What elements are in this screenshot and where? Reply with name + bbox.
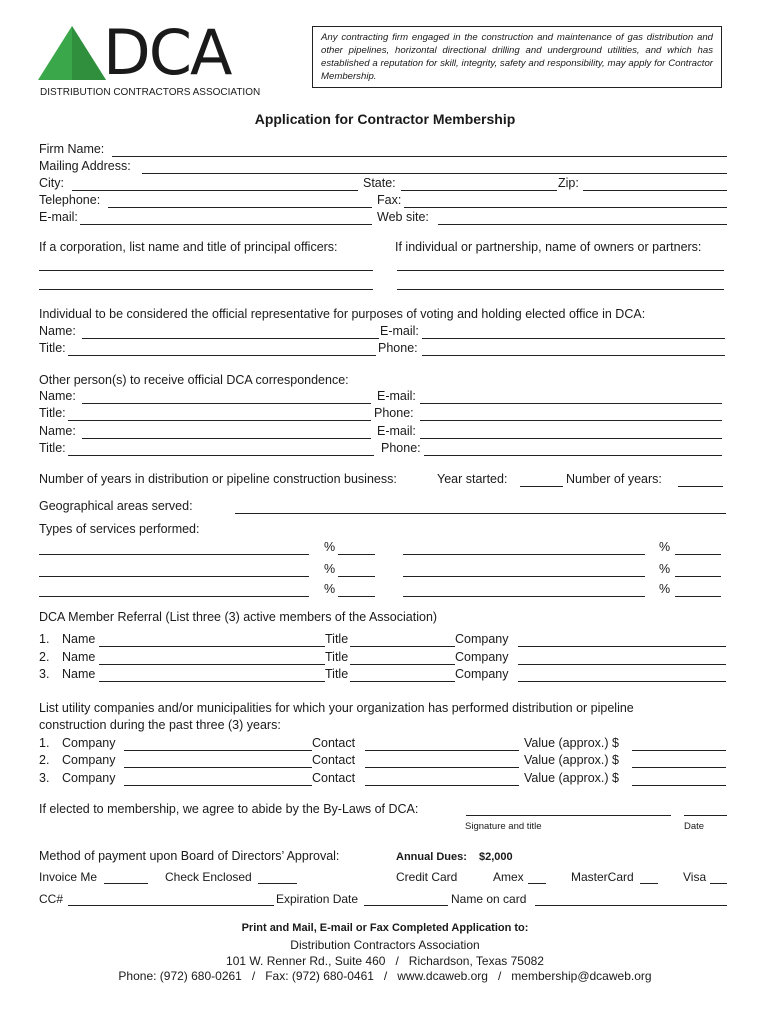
- telephone-label: Telephone:: [39, 193, 101, 207]
- utility-2-value-field[interactable]: [632, 767, 726, 768]
- page-title: Application for Contractor Membership: [254, 111, 516, 127]
- years-in-business-label: Number of years in distribution or pipeline construction business:: [39, 472, 397, 486]
- corr2-email-label: E-mail:: [377, 424, 416, 438]
- utility-2-contact-field[interactable]: [365, 767, 519, 768]
- city-label: City:: [39, 176, 64, 190]
- referral-1-name-field[interactable]: [99, 646, 325, 647]
- corr1-phone-label: Phone:: [374, 406, 414, 420]
- percent-field-2b[interactable]: [675, 576, 721, 577]
- geo-areas-field[interactable]: [235, 513, 726, 514]
- utility-3-value-label: Value (approx.) $: [524, 771, 619, 785]
- name-on-card-label: Name on card: [451, 892, 527, 906]
- email-field[interactable]: [80, 224, 372, 225]
- referral-2-number: 2.: [39, 650, 50, 664]
- amex-field[interactable]: [528, 883, 546, 884]
- membership-intro: Any contracting firm engaged in the construction and maintenance of gas distribution and other pipelines, horizontal directional drilling and underground utilities, and which has established a reputation for skill, integrity, safety and responsibility, may apply for Contractor Membership.: [312, 26, 722, 88]
- referral-3-company-label: Company: [455, 667, 509, 681]
- individual-owners-label: If individual or partnership, name of owners or partners:: [395, 240, 702, 254]
- percent-1b: %: [659, 540, 671, 554]
- utility-1-company-label: Company: [62, 736, 116, 750]
- service-line-1b[interactable]: [403, 554, 645, 555]
- utility-3-company-label: Company: [62, 771, 116, 785]
- referral-3-name-field[interactable]: [99, 681, 325, 682]
- referral-1-number: 1.: [39, 632, 50, 646]
- percent-field-3b[interactable]: [675, 596, 721, 597]
- payment-method-label: Method of payment upon Board of Directors’ Approval:: [39, 849, 340, 863]
- utility-3-contact-field[interactable]: [365, 785, 519, 786]
- footer-address: 101 W. Renner Rd., Suite 460 / Richardson, Texas 75082: [226, 954, 544, 968]
- percent-field-2a[interactable]: [338, 576, 375, 577]
- logo-letters: DCA: [103, 16, 231, 89]
- visa-label: Visa: [683, 870, 707, 884]
- percent-3a: %: [324, 582, 336, 596]
- footer-contact: Phone: (972) 680-0261 / Fax: (972) 680-0461 / www.dcaweb.org / membership@dcaweb.org: [118, 969, 652, 983]
- corr1-title-field[interactable]: [68, 420, 371, 421]
- referral-1-title-label: Title: [325, 632, 349, 646]
- officer-line-2[interactable]: [39, 289, 373, 290]
- corr1-title-label: Title:: [39, 406, 66, 420]
- expiration-field[interactable]: [364, 905, 448, 906]
- utility-2-value-label: Value (approx.) $: [524, 753, 619, 767]
- corr1-name-field[interactable]: [82, 403, 371, 404]
- referral-3-company-field[interactable]: [518, 681, 726, 682]
- referral-heading: DCA Member Referral (List three (3) active members of the Association): [39, 610, 438, 624]
- utility-3-company-field[interactable]: [124, 785, 312, 786]
- signature-field[interactable]: [466, 815, 671, 816]
- utility-1-contact-label: Contact: [312, 736, 356, 750]
- corr1-email-label: E-mail:: [377, 389, 416, 403]
- year-started-field[interactable]: [520, 486, 563, 487]
- owner-line-2[interactable]: [397, 289, 724, 290]
- invoice-me-label: Invoice Me: [39, 870, 98, 884]
- telephone-field[interactable]: [108, 207, 372, 208]
- number-of-years-label: Number of years:: [566, 472, 662, 486]
- rep-email-field[interactable]: [422, 338, 725, 339]
- rep-title-label: Title:: [39, 341, 66, 355]
- mailing-address-field[interactable]: [142, 173, 727, 174]
- utility-1-number: 1.: [39, 736, 50, 750]
- triangle-logo-icon: [38, 26, 106, 80]
- percent-1a: %: [324, 540, 336, 554]
- utility-2-company-field[interactable]: [124, 767, 312, 768]
- referral-2-company-label: Company: [455, 650, 509, 664]
- corr1-name-label: Name:: [39, 389, 76, 403]
- corr1-phone-field[interactable]: [420, 420, 722, 421]
- service-line-3a[interactable]: [39, 596, 309, 597]
- corr2-title-label: Title:: [39, 441, 66, 455]
- firm-name-field[interactable]: [112, 156, 727, 157]
- check-enclosed-field[interactable]: [258, 883, 297, 884]
- annual-dues-label: Annual Dues:: [396, 851, 467, 863]
- service-line-2b[interactable]: [403, 576, 645, 577]
- mailing-address-label: Mailing Address:: [39, 159, 131, 173]
- utilities-heading-line1: List utility companies and/or municipalities for which your organization has performed distribution or pipeline: [39, 701, 634, 715]
- mastercard-field[interactable]: [640, 883, 658, 884]
- utility-1-value-field[interactable]: [632, 750, 726, 751]
- utility-1-company-field[interactable]: [124, 750, 312, 751]
- corr2-title-field[interactable]: [68, 455, 374, 456]
- percent-2b: %: [659, 562, 671, 576]
- referral-1-company-field[interactable]: [518, 646, 726, 647]
- referral-2-title-field[interactable]: [350, 664, 455, 665]
- annual-dues-value: $2,000: [479, 851, 513, 863]
- corr2-phone-field[interactable]: [424, 455, 722, 456]
- rep-email-label: E-mail:: [380, 324, 419, 338]
- representative-heading: Individual to be considered the official representative for purposes of voting and holding elected office in DCA:: [39, 307, 646, 321]
- state-field[interactable]: [401, 190, 557, 191]
- utility-1-value-label: Value (approx.) $: [524, 736, 619, 750]
- date-caption: Date: [684, 821, 705, 832]
- rep-name-field[interactable]: [82, 338, 379, 339]
- cc-number-label: CC#: [39, 892, 64, 906]
- referral-3-number: 3.: [39, 667, 50, 681]
- website-label: Web site:: [377, 210, 429, 224]
- referral-2-title-label: Title: [325, 650, 349, 664]
- referral-2-company-field[interactable]: [518, 664, 726, 665]
- corr2-name-field[interactable]: [82, 438, 371, 439]
- utility-2-company-label: Company: [62, 753, 116, 767]
- footer-heading: Print and Mail, E-mail or Fax Completed Application to:: [241, 922, 529, 934]
- corporation-officers-label: If a corporation, list name and title of principal officers:: [39, 240, 338, 254]
- referral-2-name-field[interactable]: [99, 664, 325, 665]
- rep-phone-field[interactable]: [422, 355, 725, 356]
- percent-field-1b[interactable]: [675, 554, 721, 555]
- utility-3-number: 3.: [39, 771, 50, 785]
- corr2-phone-label: Phone:: [381, 441, 421, 455]
- visa-field[interactable]: [710, 883, 727, 884]
- check-enclosed-label: Check Enclosed: [165, 870, 252, 884]
- percent-3b: %: [659, 582, 671, 596]
- rep-title-field[interactable]: [68, 355, 376, 356]
- fax-label: Fax:: [377, 193, 402, 207]
- footer-org: Distribution Contractors Association: [290, 938, 480, 952]
- website-field[interactable]: [438, 224, 727, 225]
- name-on-card-field[interactable]: [535, 905, 727, 906]
- date-field[interactable]: [684, 815, 727, 816]
- referral-3-title-label: Title: [325, 667, 349, 681]
- number-of-years-field[interactable]: [678, 486, 723, 487]
- year-started-label: Year started:: [437, 472, 508, 486]
- officer-line-1[interactable]: [39, 270, 373, 271]
- utilities-heading-line2: construction during the past three (3) years:: [39, 718, 281, 732]
- correspondence-heading: Other person(s) to receive official DCA correspondence:: [39, 373, 349, 387]
- logo-org-name: DISTRIBUTION CONTRACTORS ASSOCIATION: [40, 87, 261, 98]
- corr2-email-field[interactable]: [420, 438, 722, 439]
- utility-1-contact-field[interactable]: [365, 750, 519, 751]
- referral-2-name-label: Name: [62, 650, 96, 664]
- expiration-label: Expiration Date: [276, 892, 359, 906]
- referral-1-name-label: Name: [62, 632, 96, 646]
- bylaws-agreement-text: If elected to membership, we agree to abide by the By-Laws of DCA:: [39, 802, 419, 816]
- signature-caption: Signature and title: [465, 821, 542, 832]
- owner-line-1[interactable]: [397, 270, 724, 271]
- rep-name-label: Name:: [39, 324, 76, 338]
- services-label: Types of services performed:: [39, 522, 200, 536]
- firm-name-label: Firm Name:: [39, 142, 105, 156]
- credit-card-label: Credit Card: [396, 870, 458, 884]
- mastercard-label: MasterCard: [571, 870, 634, 884]
- geo-areas-label: Geographical areas served:: [39, 499, 193, 513]
- referral-3-title-field[interactable]: [350, 681, 455, 682]
- utility-3-contact-label: Contact: [312, 771, 356, 785]
- corr1-email-field[interactable]: [420, 403, 722, 404]
- service-line-2a[interactable]: [39, 576, 309, 577]
- amex-label: Amex: [493, 870, 524, 884]
- referral-1-title-field[interactable]: [350, 646, 455, 647]
- percent-2a: %: [324, 562, 336, 576]
- service-line-1a[interactable]: [39, 554, 309, 555]
- state-label: State:: [363, 176, 396, 190]
- percent-field-3a[interactable]: [338, 596, 375, 597]
- utility-2-contact-label: Contact: [312, 753, 356, 767]
- zip-field[interactable]: [583, 190, 727, 191]
- referral-1-company-label: Company: [455, 632, 509, 646]
- percent-field-1a[interactable]: [338, 554, 375, 555]
- utility-2-number: 2.: [39, 753, 50, 767]
- rep-phone-label: Phone:: [378, 341, 418, 355]
- zip-label: Zip:: [558, 176, 579, 190]
- fax-field[interactable]: [404, 207, 727, 208]
- city-field[interactable]: [72, 190, 358, 191]
- invoice-me-field[interactable]: [104, 883, 148, 884]
- service-line-3b[interactable]: [403, 596, 645, 597]
- referral-3-name-label: Name: [62, 667, 96, 681]
- email-label: E-mail:: [39, 210, 78, 224]
- utility-3-value-field[interactable]: [632, 785, 726, 786]
- cc-number-field[interactable]: [68, 905, 274, 906]
- corr2-name-label: Name:: [39, 424, 76, 438]
